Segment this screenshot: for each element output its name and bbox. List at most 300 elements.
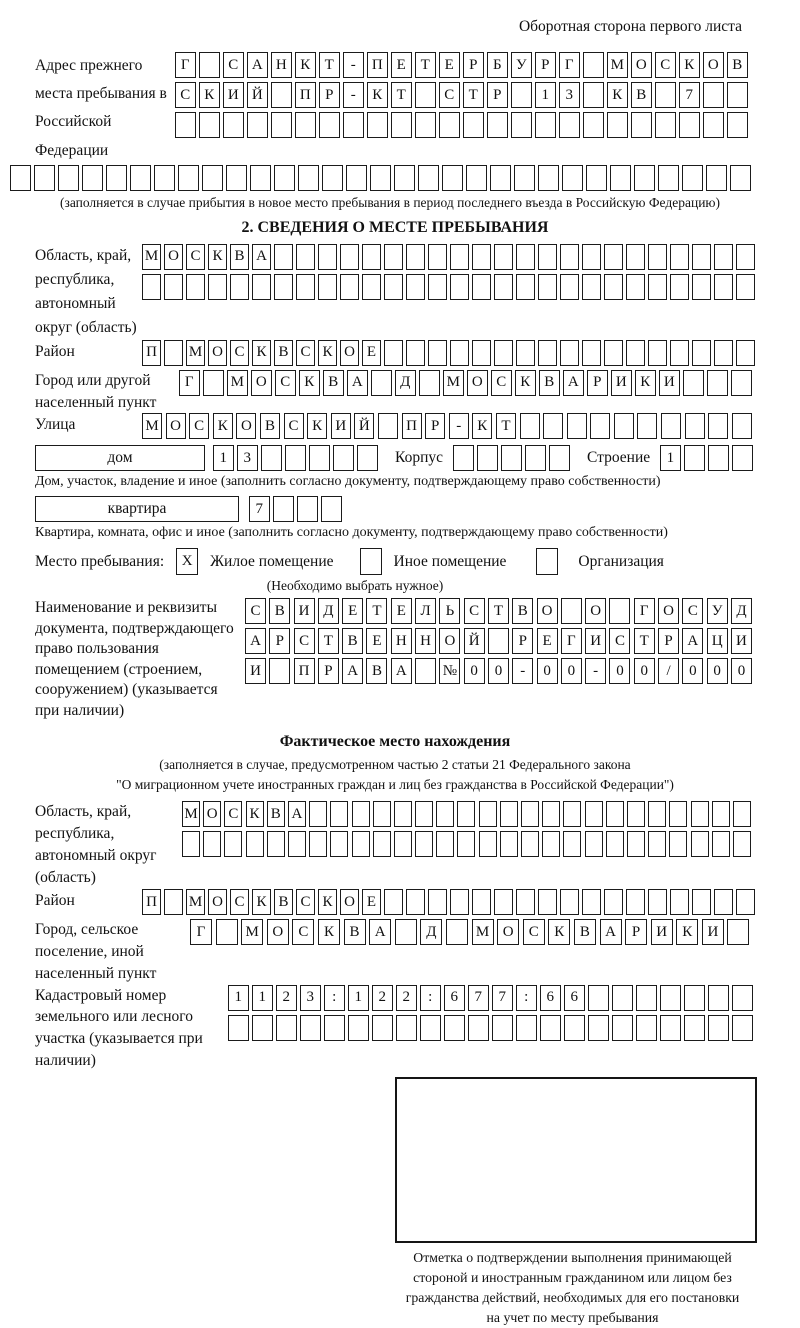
char-cell [494,340,513,366]
char-cell: А [563,370,584,396]
char-cell: Р [587,370,608,396]
char-cell: 7 [492,985,513,1011]
char-cell [582,274,601,300]
char-cell [588,1015,609,1041]
char-cell: 0 [609,658,630,684]
char-cell: Й [354,413,374,439]
char-cell: С [245,598,266,624]
char-cell: Т [415,52,436,78]
char-cell [500,801,518,827]
char-cell: К [299,370,320,396]
char-cell [692,340,711,366]
char-cell [367,112,388,138]
char-cell: Й [247,82,268,108]
district-row [142,340,800,366]
char-cell [175,112,196,138]
char-cell: В [366,658,387,684]
char-cell: Т [391,82,412,108]
char-cell [670,244,689,270]
char-cell: О [585,598,606,624]
char-cell [736,244,755,270]
char-cell: М [142,413,162,439]
char-cell: В [230,244,249,270]
char-cell [406,244,425,270]
char-cell: К [679,52,700,78]
char-cell: 0 [537,658,558,684]
char-cell: А [342,658,363,684]
checkbox-inoe-pomeshchenie [360,548,382,575]
char-cell [362,274,381,300]
cadastral-row-1 [228,985,800,1011]
actual-region-row-2 [182,831,800,857]
char-cell [346,165,367,191]
section2-title: 2. СВЕДЕНИЯ О МЕСТЕ ПРЕБЫВАНИЯ [241,218,549,236]
char-cell [516,274,535,300]
city-label: Город или другой населенный пункт [35,371,157,411]
char-cell: Е [537,628,558,654]
stroenie-label: Строение [587,449,651,467]
char-cell: Т [634,628,655,654]
char-cell: И [651,919,673,945]
char-cell [199,52,220,78]
char-cell: О [340,889,359,915]
char-cell [607,112,628,138]
char-cell: А [347,370,368,396]
korpus-label: Корпус [395,449,443,467]
char-cell [472,340,491,366]
char-cell [582,889,601,915]
char-cell [494,244,513,270]
char-cell: О [497,919,519,945]
char-cell [406,274,425,300]
char-cell: А [369,919,391,945]
char-cell [583,82,604,108]
char-cell [384,340,403,366]
char-cell [415,801,433,827]
char-cell: Н [415,628,436,654]
char-cell: И [245,658,266,684]
char-cell: С [296,340,315,366]
char-cell [708,413,728,439]
document-block [35,598,800,721]
previous-address-block [35,52,800,165]
char-cell: И [702,919,724,945]
char-cell: У [707,598,728,624]
char-cell [463,112,484,138]
stamp-caption [375,1248,770,1328]
char-cell [322,165,343,191]
char-cell [274,274,293,300]
char-cell [684,1015,705,1041]
char-cell [733,831,751,857]
char-cell [727,919,749,945]
char-cell [395,919,417,945]
char-cell [670,274,689,300]
char-cell [511,82,532,108]
char-cell [732,985,753,1011]
char-cell: И [611,370,632,396]
char-cell [626,889,645,915]
char-cell [670,340,689,366]
char-cell [730,165,751,191]
char-cell: И [659,370,680,396]
char-cell [418,165,439,191]
char-cell [288,831,306,857]
char-cell [202,165,223,191]
char-cell [246,831,264,857]
city-row [179,370,800,396]
actual-district-block [35,889,800,919]
char-cell [394,801,412,827]
char-cell: № [439,658,460,684]
char-cell: О [208,889,227,915]
char-cell [330,831,348,857]
char-cell [318,274,337,300]
char-cell: 1 [535,82,556,108]
char-cell: Р [512,628,533,654]
char-cell: - [449,413,469,439]
char-cell: К [252,340,271,366]
previous-address-row-1 [175,52,800,78]
char-cell: А [252,244,271,270]
char-cell [612,1015,633,1041]
char-cell [216,919,238,945]
checkbox-zhiloe-pomeshchenie: X [176,548,198,575]
char-cell: Е [366,628,387,654]
char-cell [636,985,657,1011]
char-cell: - [343,52,364,78]
char-cell: В [344,919,366,945]
char-cell: К [607,82,628,108]
char-cell [352,801,370,827]
char-cell [567,413,587,439]
char-cell: В [274,889,293,915]
char-cell [296,274,315,300]
char-cell: К [199,82,220,108]
char-cell [679,112,700,138]
char-cell [203,831,221,857]
char-cell [609,598,630,624]
char-cell: В [631,82,652,108]
char-cell [415,658,436,684]
char-cell [540,1015,561,1041]
char-cell [274,244,293,270]
char-cell [661,413,681,439]
char-cell: Р [318,658,339,684]
char-cell: 2 [276,985,297,1011]
char-cell [343,112,364,138]
char-cell [488,628,509,654]
section3-title: Фактическое место нахождения [279,732,511,750]
char-cell [535,112,556,138]
document-row-1 [245,598,800,624]
char-cell [636,1015,657,1041]
char-cell [648,831,666,857]
char-cell: К [635,370,656,396]
char-cell: К [208,244,227,270]
char-cell [516,340,535,366]
char-cell [703,82,724,108]
char-cell [731,370,752,396]
char-cell [669,801,687,827]
char-cell [655,82,676,108]
char-cell: Е [439,52,460,78]
char-cell: Й [464,628,485,654]
char-cell: 6 [540,985,561,1011]
street-block [35,413,800,443]
char-cell [490,165,511,191]
char-cell [378,413,398,439]
char-cell [466,165,487,191]
char-cell [563,801,581,827]
char-cell [648,244,667,270]
char-cell [492,1015,513,1041]
char-cell [296,244,315,270]
char-cell [450,340,469,366]
korpus-cells [453,445,573,471]
char-cell: О [537,598,558,624]
char-cell: К [318,889,337,915]
char-cell [271,82,292,108]
char-cell [330,801,348,827]
char-cell [494,274,513,300]
char-cell: К [307,413,327,439]
char-cell [230,274,249,300]
char-cell [384,244,403,270]
char-cell [562,165,583,191]
apartment-note: Квартира, комната, офис и иное (заполнить согласно документу, подтверждающему право собственности) [35,525,668,541]
char-cell: О [236,413,256,439]
char-cell: Г [179,370,200,396]
char-cell [614,413,634,439]
char-cell [708,1015,729,1041]
char-cell: П [142,889,161,915]
char-cell [703,112,724,138]
house-box: дом [35,445,205,471]
char-cell: О [203,801,221,827]
char-cell: Б [487,52,508,78]
stay-type-label: Место пребывания: [35,552,165,570]
char-cell [631,112,652,138]
char-cell: : [420,985,441,1011]
char-cell [479,801,497,827]
char-cell [706,165,727,191]
char-cell [199,112,220,138]
char-cell [582,244,601,270]
char-cell: Д [731,598,752,624]
char-cell [564,1015,585,1041]
previous-address-note: (заполняется в случае прибытия в новое место пребывания в период последнего въезда в Российскую Федерацию) [59,194,721,210]
house-cells [213,445,381,471]
char-cell [394,165,415,191]
char-cell [428,244,447,270]
previous-address-row-4 [10,165,800,191]
document-label: Наименование и реквизиты документа, подтверждающего право пользования помещением (строением, сооружением) (указывается при наличии) [35,599,234,719]
street-label: Улица [35,416,76,434]
char-cell [373,801,391,827]
char-cell: М [186,340,205,366]
char-cell [501,445,522,471]
stamp-caption-line-4: на учет по месту пребывания [486,1310,659,1326]
char-cell [318,244,337,270]
char-cell [604,340,623,366]
char-cell: С [464,598,485,624]
char-cell [732,1015,753,1041]
region-row-2 [142,274,800,300]
char-cell [164,274,183,300]
char-cell [588,985,609,1011]
char-cell [453,445,474,471]
char-cell [604,244,623,270]
previous-address-row-3 [175,112,800,138]
char-cell: С [292,919,314,945]
char-cell [250,165,271,191]
char-cell [511,112,532,138]
char-cell [223,112,244,138]
char-cell [58,165,79,191]
char-cell [457,801,475,827]
char-cell: Г [634,598,655,624]
char-cell: О [251,370,272,396]
char-cell: 1 [660,445,681,471]
char-cell [684,985,705,1011]
cadastral-block [35,985,800,1072]
char-cell [446,919,468,945]
region-block [35,244,800,340]
char-cell: Р [658,628,679,654]
char-cell: Д [420,919,442,945]
char-cell: 1 [252,985,273,1011]
char-cell: П [142,340,161,366]
char-cell: К [295,52,316,78]
char-cell [178,165,199,191]
char-cell [295,112,316,138]
char-cell: С [275,370,296,396]
char-cell [276,1015,297,1041]
char-cell [394,831,412,857]
char-cell [714,274,733,300]
char-cell: 2 [372,985,393,1011]
char-cell: И [223,82,244,108]
char-cell: В [512,598,533,624]
char-cell: С [294,628,315,654]
char-cell: Т [463,82,484,108]
char-cell [450,889,469,915]
char-cell: П [295,82,316,108]
char-cell: К [318,919,340,945]
char-cell [357,445,378,471]
previous-address-label: Адрес прежнего места пребывания в Российской Федерации [35,57,167,159]
char-cell: С [439,82,460,108]
char-cell: М [227,370,248,396]
region-label: Область, край, республика, автономный округ (область) [35,246,137,336]
char-cell: А [247,52,268,78]
char-cell [692,274,711,300]
char-cell [692,889,711,915]
actual-region-block [35,801,800,889]
char-cell: Г [175,52,196,78]
char-cell: Д [318,598,339,624]
char-cell [559,112,580,138]
char-cell: М [472,919,494,945]
char-cell [583,112,604,138]
char-cell [736,340,755,366]
char-cell [610,165,631,191]
cadastral-label: Кадастровый номер земельного или лесного участка (указывается при наличии) [35,986,203,1069]
char-cell [420,1015,441,1041]
char-cell: С [230,889,249,915]
char-cell [477,445,498,471]
char-cell: Ц [707,628,728,654]
char-cell [516,889,535,915]
char-cell: 1 [228,985,249,1011]
apartment-row [35,496,800,522]
char-cell [648,801,666,827]
char-cell: В [269,598,290,624]
char-cell: И [585,628,606,654]
char-cell [247,112,268,138]
char-cell: - [512,658,533,684]
char-cell [479,831,497,857]
char-cell [436,831,454,857]
char-cell: 0 [634,658,655,684]
char-cell: С [491,370,512,396]
char-cell [384,274,403,300]
char-cell [714,889,733,915]
char-cell [516,1015,537,1041]
char-cell: С [224,801,242,827]
char-cell: К [676,919,698,945]
cadastral-row-2 [228,1015,800,1041]
char-cell: Р [319,82,340,108]
char-cell: 7 [679,82,700,108]
char-cell: К [213,413,233,439]
char-cell [521,831,539,857]
house-row [35,445,800,471]
char-cell: Т [319,52,340,78]
char-cell: А [245,628,266,654]
char-cell: С [609,628,630,654]
char-cell: М [182,801,200,827]
char-cell: С [230,340,249,366]
char-cell [348,1015,369,1041]
char-cell: Г [190,919,212,945]
char-cell [371,370,392,396]
char-cell: Р [425,413,445,439]
char-cell [370,165,391,191]
char-cell [362,244,381,270]
char-cell: - [343,82,364,108]
char-cell [626,244,645,270]
char-cell [444,1015,465,1041]
char-cell: С [284,413,304,439]
char-cell [428,274,447,300]
char-cell [712,831,730,857]
char-cell [604,274,623,300]
confirmation-stamp-box [395,1077,757,1243]
char-cell: С [175,82,196,108]
char-cell [298,165,319,191]
char-cell [669,831,687,857]
char-cell [560,340,579,366]
char-cell [736,889,755,915]
actual-city-block [35,919,800,984]
actual-district-label: Район [35,892,75,910]
char-cell: О [658,598,679,624]
char-cell: А [288,801,306,827]
char-cell: 3 [237,445,258,471]
char-cell: С [186,244,205,270]
